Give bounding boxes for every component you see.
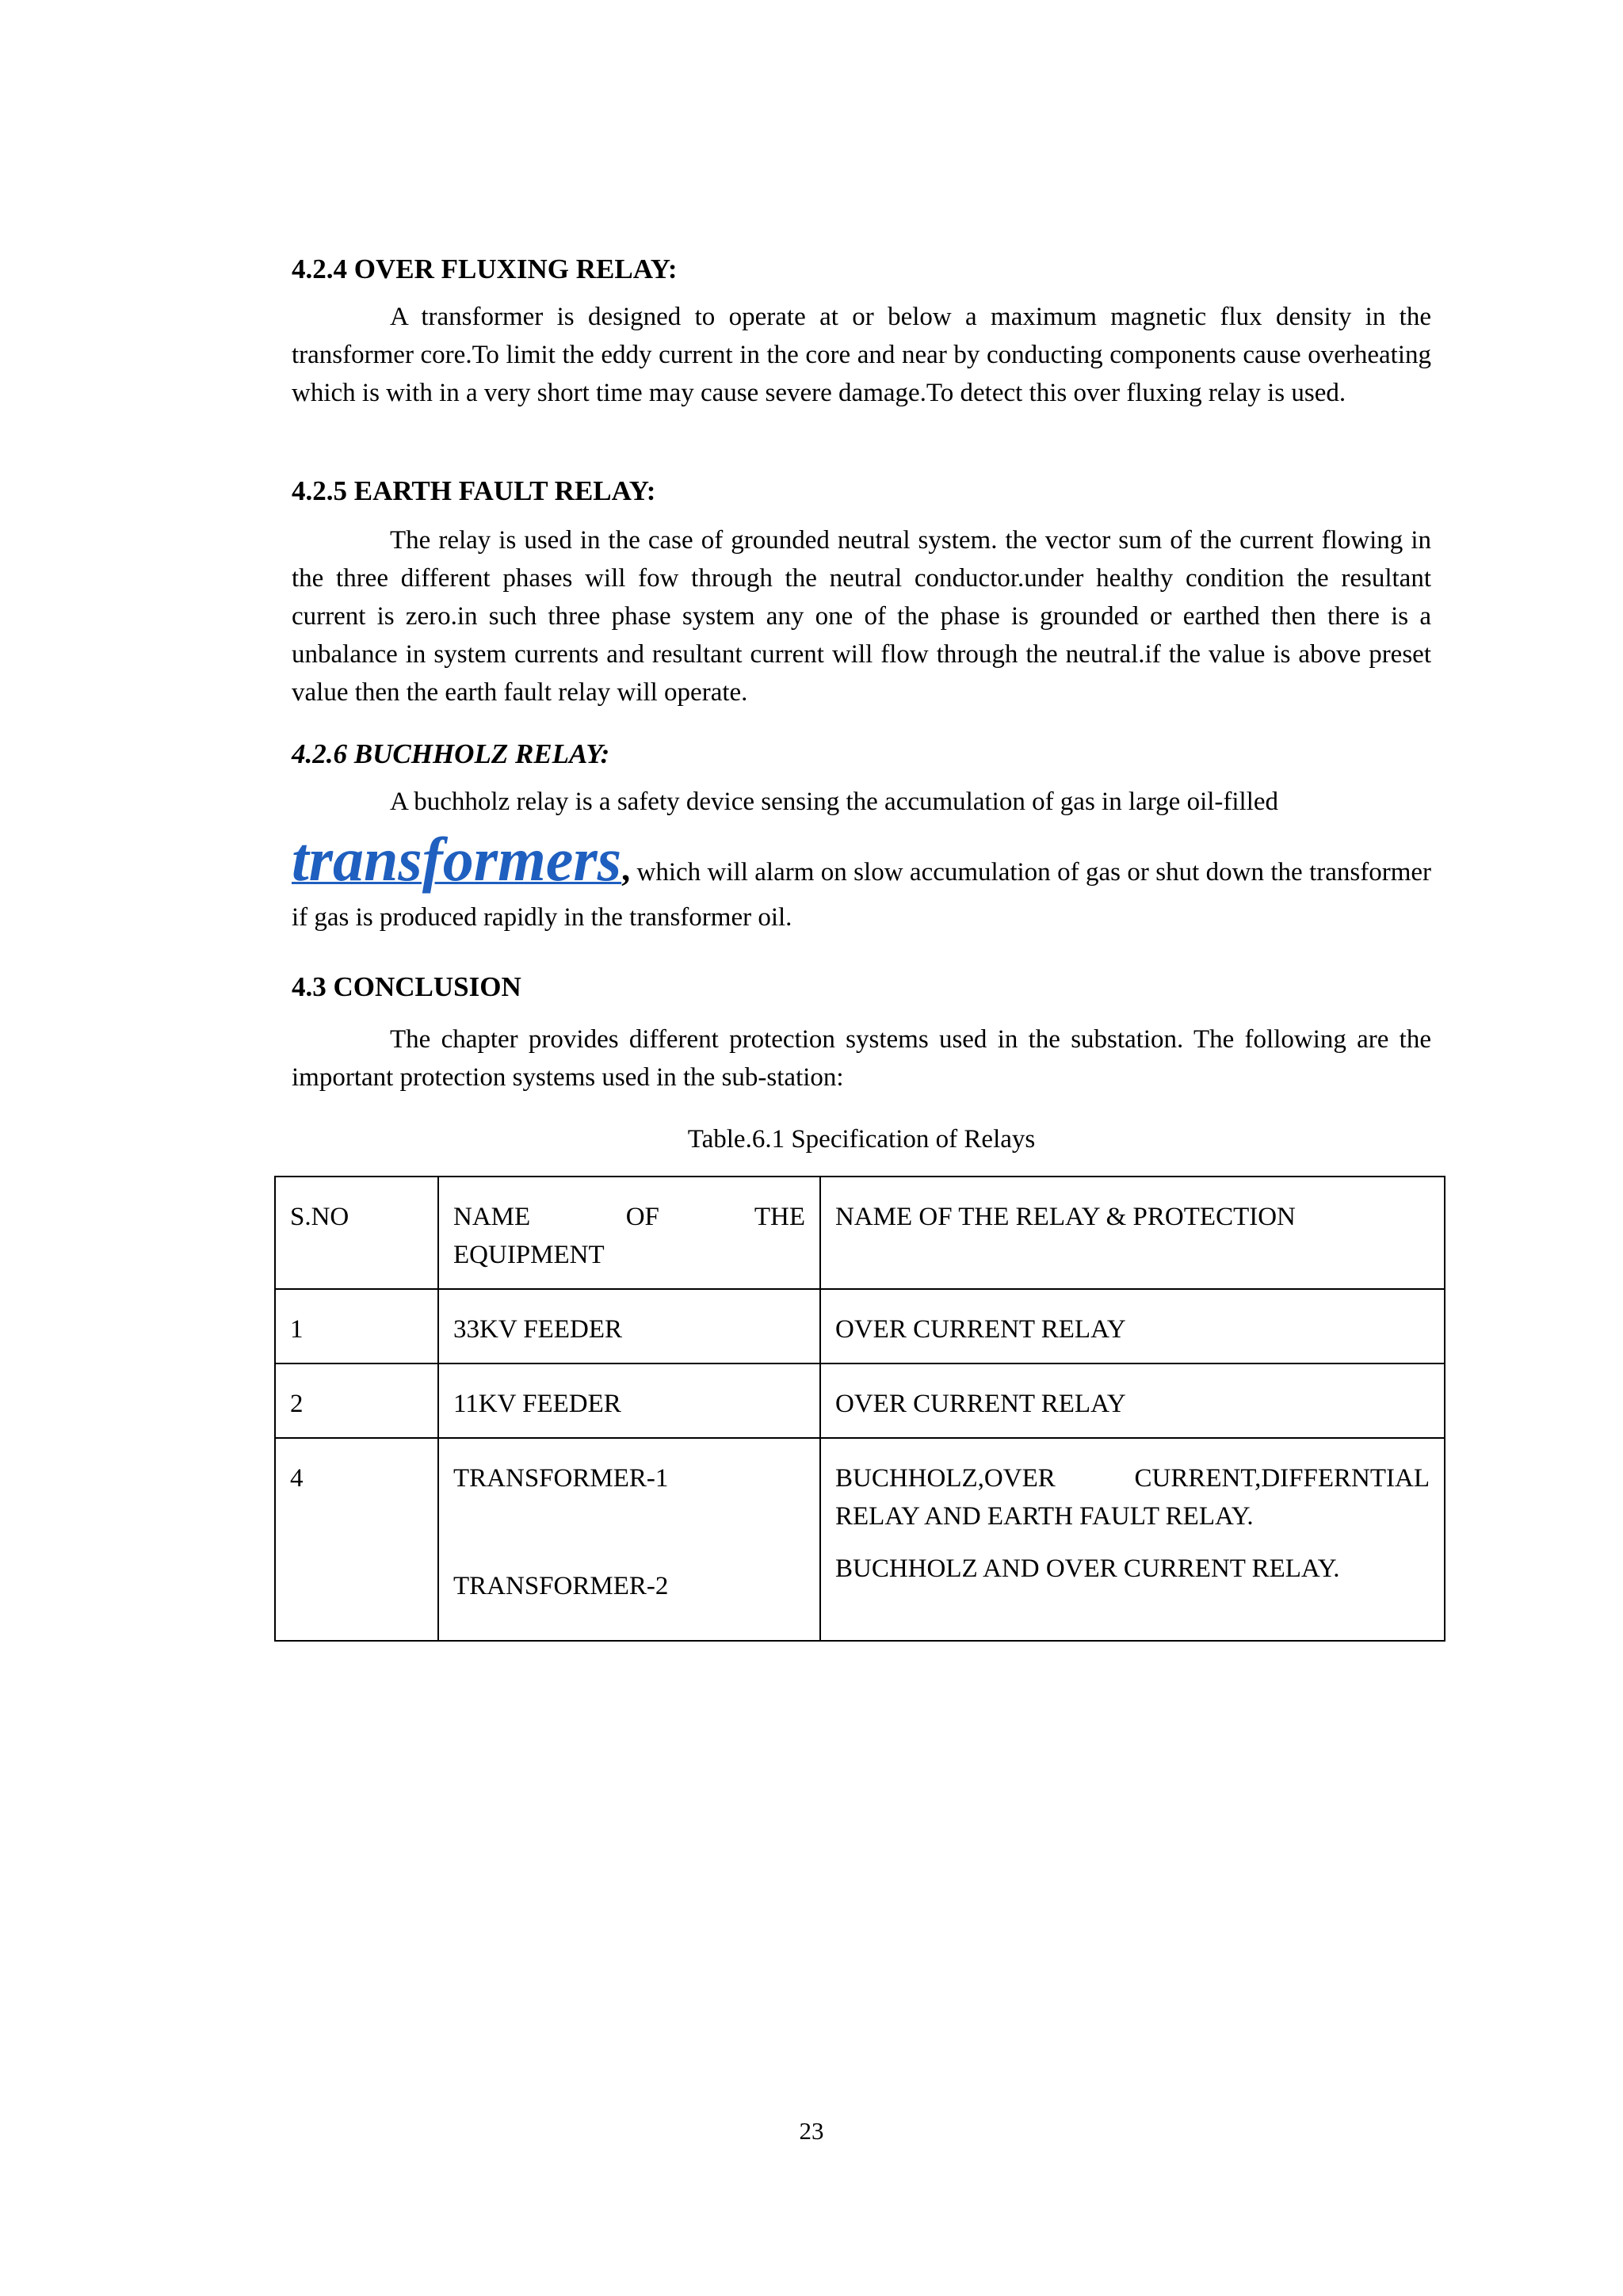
section-body: The relay is used in the case of grounded neutral system. the vector sum of the current flowing in the three different phases will fow through the neutral conductor.under healthy condition the resultant current is zero.in such three phase system any one of the phase is grounded or earthed then there is a unbalance in system currents and resultant current will flow through the neutral.if the value is above preset value then the earth fault relay will operate. xyxy=(292,526,1431,707)
relay-transformer-2: BUCHHOLZ AND OVER CURRENT RELAY. xyxy=(835,1554,1340,1583)
table-row xyxy=(275,1289,1445,1363)
section-earth-fault-relay xyxy=(292,474,1431,711)
relay-transformer-1-line2: RELAY AND EARTH FAULT RELAY. xyxy=(835,1502,1254,1531)
relay-transformer-1-line1: BUCHHOLZ,OVER CURRENT,DIFFERNTIAL xyxy=(835,1464,1430,1493)
equipment-transformer-2: TRANSFORMER-2 xyxy=(453,1572,669,1600)
section-body: The chapter provides different protection systems used in the substation. The following are the important protection systems used in the sub-station: xyxy=(292,1025,1431,1092)
table-row xyxy=(275,1363,1445,1438)
header-cell-equipment xyxy=(438,1177,820,1289)
cell-equipment: 11KV FEEDER xyxy=(438,1363,820,1438)
section-heading: 4.3 CONCLUSION xyxy=(292,971,521,1002)
table-row xyxy=(275,1438,1445,1641)
relay-specification-table xyxy=(274,1176,1445,1642)
cell-relay xyxy=(820,1438,1445,1641)
equipment-transformer-1: TRANSFORMER-1 xyxy=(453,1464,669,1493)
cell-sno: 1 xyxy=(275,1289,438,1363)
section-over-fluxing-relay xyxy=(292,252,1431,412)
section-buchholz-relay xyxy=(292,737,1431,940)
link-comma: , xyxy=(621,849,631,888)
section-heading: 4.2.4 OVER FLUXING RELAY: xyxy=(292,254,678,284)
header-cell-relay: NAME OF THE RELAY & PROTECTION xyxy=(820,1177,1445,1289)
cell-equipment: 33KV FEEDER xyxy=(438,1289,820,1363)
section-body: A transformer is designed to operate at or below a maximum magnetic flux density in the transformer core.To limit the eddy current in the core and near by conducting components cause overheating which is with in a very short time may cause severe damage.To detect this over fluxing relay is used. xyxy=(292,303,1431,407)
table-caption: Table.6.1 Specification of Relays xyxy=(687,1125,1036,1154)
header-equipment-line1: NAME OF THE xyxy=(453,1203,805,1231)
section-heading: 4.2.6 BUCHHOLZ RELAY: xyxy=(292,738,610,769)
section-body-continued xyxy=(292,824,1431,940)
cell-relay: OVER CURRENT RELAY xyxy=(820,1289,1445,1363)
section-body-line1: A buchholz relay is a safety device sensing the accumulation of gas in large oil-filled xyxy=(390,788,1279,816)
section-conclusion xyxy=(292,970,1431,1097)
table-header-row xyxy=(275,1177,1445,1289)
header-equipment-line2: EQUIPMENT xyxy=(453,1241,605,1269)
cell-relay: OVER CURRENT RELAY xyxy=(820,1363,1445,1438)
cell-sno: 4 xyxy=(275,1438,438,1641)
page-number: 23 xyxy=(799,2117,824,2145)
cell-sno: 2 xyxy=(275,1363,438,1438)
cell-equipment xyxy=(438,1438,820,1641)
header-cell-sno: S.NO xyxy=(275,1177,438,1289)
section-body-tail: which will alarm on slow accumulation of gas or shut down the transformer if gas is produced rapidly in the transformer oil. xyxy=(292,858,1432,932)
section-heading: 4.2.5 EARTH FAULT RELAY: xyxy=(292,475,656,506)
transformers-link[interactable]: transformers xyxy=(292,825,622,894)
